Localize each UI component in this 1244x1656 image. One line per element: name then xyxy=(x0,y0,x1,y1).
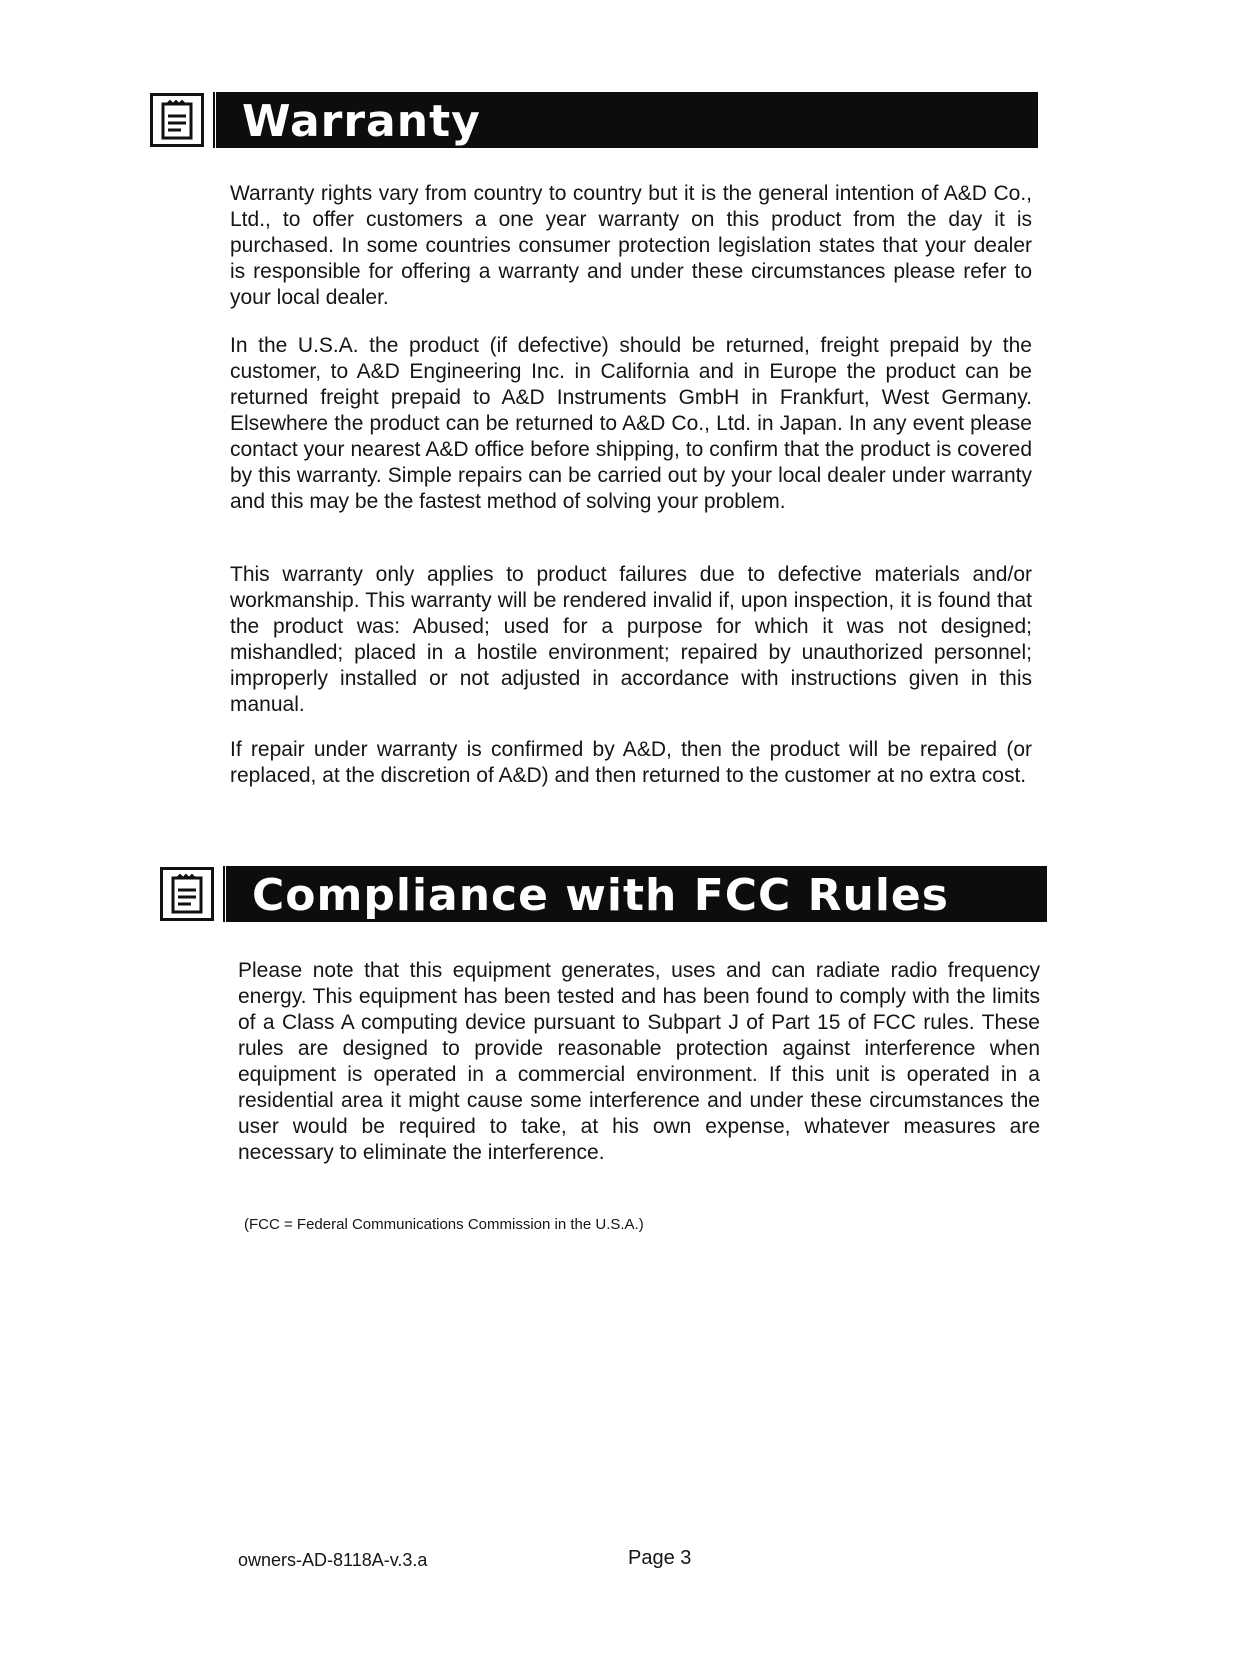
fcc-note: (FCC = Federal Communications Commission in the U.S.A.) xyxy=(244,1216,644,1233)
warranty-title: Warranty xyxy=(242,96,481,147)
warranty-title-bar xyxy=(212,92,1038,148)
fcc-title: Compliance with FCC Rules xyxy=(252,870,949,921)
warranty-paragraph-2: In the U.S.A. the product (if defective) should be returned, freight prepaid by the customer, to A&D Engineering Inc. in California and in Europe the product can be returned freight prepaid to A&D Instruments GmbH in Frankfurt, West Germany. Elsewhere the product can be returned to A&D Co., Ltd. in Japan. In any event please contact your nearest A&D office before shipping, to confirm that the product is covered by this warranty. Simple repairs can be carried out by your local dealer under warranty and this may be the fastest method of solving your problem. xyxy=(230,334,1032,513)
warranty-paragraph-3: This warranty only applies to product failures due to defective materials and/or workmanship. This warranty will be rendered invalid if, upon inspection, it is found that the product was: Abused; used for a purpose for which it was not designed; mishandled; placed in a hostile environment; repaired by unauthorized personnel; improperly installed or not adjusted in accordance with instructions given in this manual. xyxy=(230,563,1032,716)
document-icon xyxy=(160,867,214,921)
warranty-header xyxy=(150,92,1038,148)
footer-page-number: Page 3 xyxy=(628,1547,692,1569)
fcc-paragraph: Please note that this equipment generates, uses and can radiate radio frequency energy. This equipment has been tested and has been found to comply with the limits of a Class A computing device pursuant to Subpart J of Part 15 of FCC rules. These rules are designed to provide reasonable protection against interference when equipment is operated in a commercial environment. If this unit is operated in a residential area it might cause some interference and under these circumstances the user would be required to take, at his own expense, whatever measures are necessary to eliminate the interference. xyxy=(238,959,1040,1164)
warranty-paragraph-1: Warranty rights vary from country to country but it is the general intention of A&D Co., Ltd., to offer customers a one year warranty on this product from the day it is purchased. In some countries consumer protection legislation states that your dealer is responsible for offering a warranty and under these circumstances please refer to your local dealer. xyxy=(230,182,1032,309)
fcc-title-bar xyxy=(222,866,1047,922)
fcc-header xyxy=(160,866,1047,922)
document-icon xyxy=(150,93,204,147)
warranty-paragraph-4: If repair under warranty is confirmed by A&D, then the product will be repaired (or replaced, at the discretion of A&D) and then returned to the customer at no extra cost. xyxy=(230,738,1032,787)
footer-file-name: owners-AD-8118A-v.3.a xyxy=(238,1550,428,1570)
